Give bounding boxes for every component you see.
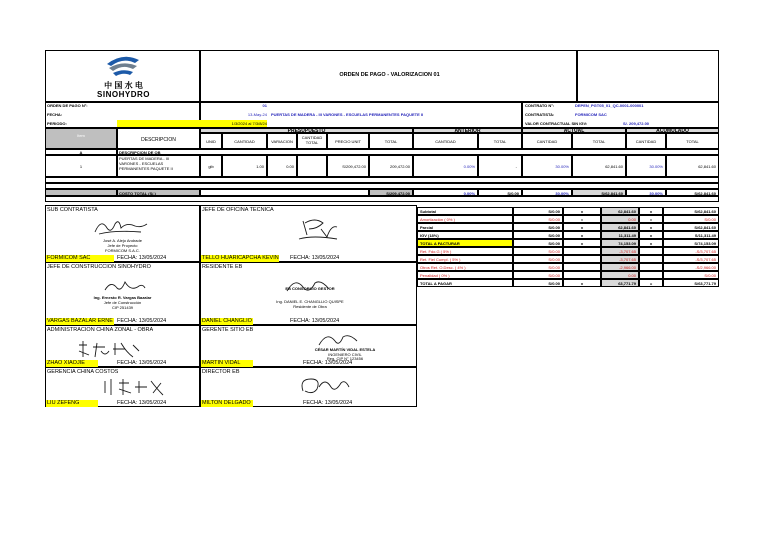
summary-cell-act: -3,707.65 [601,255,639,263]
summary-cell-x [563,247,601,255]
summary-cell-acu: S/74,153.09 [663,239,719,247]
sig3-name-2: Jefe de Construcción [103,300,142,305]
col-cantidad: CANTIDAD [222,133,267,149]
sig6-name-2: INGENIERO CIVIL [328,352,362,357]
summary-cell-acu: -S/3,707.65 [663,255,719,263]
sig3-name-3: CIP 251439 [111,305,134,310]
summary-cell-x2: x [639,223,663,231]
summary-cell-x: x [563,223,601,231]
fecha4: FECHA: 13/05/2024 [290,318,340,324]
valor-label: VALOR CONTRACTUAL SIN IGV: [525,121,588,126]
summary-cell-acu: S/63,771.79 [663,279,719,287]
contrato-label: CONTRATO N°: [525,103,555,108]
summary-row [417,255,719,263]
fecha8: FECHA: 13/05/2024 [303,400,353,406]
row-variacion: 0.00 [267,155,297,177]
row-precio-unit: S/209,472.00 [327,155,369,177]
summary-cell-x [563,263,601,271]
costo-total-row [45,189,719,196]
summary-cell-acu: -S/2,966.00 [663,263,719,271]
row-anterior-total: - [478,155,522,177]
signature-changlio-icon [281,275,335,299]
col-anterior-total: TOTAL [478,133,522,149]
row-acumulado-total: 62,841.60 [666,155,719,177]
costo-total-label: COSTO TOTAL (S/.) [117,189,200,196]
summary-cell-acu: S/0.00 [663,271,719,279]
col-total: TOTAL [369,133,413,149]
orden-label: ORDEN DE PAGO N°: [47,103,88,108]
summary-cell-ant: S/0.00 [513,263,563,271]
sig1-name-2: Jefe de Proyecto [107,243,138,248]
sig6-name-3: Reg. CIP N° 123456 [326,356,364,361]
signature-zhao-icon [75,339,145,361]
periodo-value: 1/3/2024 al 7/3/8/24 [117,120,267,127]
sig1-name-1: José A. Alejo Andrade [103,238,142,243]
summary-cell-x2 [639,255,663,263]
summary-row [417,263,719,271]
summary-cell-ant: S/0.00 [513,279,563,287]
signature-liu-icon [101,377,171,399]
row-item: 1 [45,155,117,177]
summary-cell-x: x [563,279,601,287]
summary-cell-x: x [563,215,601,223]
summary-cell-act: 0.00 [601,215,639,223]
col-unid: UNID [200,133,222,149]
summary-row [417,223,719,231]
costo-total-value: S/209,472.00 [369,189,413,196]
summary-cell-act: 62,841.60 [601,207,639,215]
summary-cell-act: 62,841.60 [601,223,639,231]
summary-cell-ant: S/0.00 [513,215,563,223]
logo-chinese-text: 中 国 水 电 [104,81,143,90]
row-description: PUERTAS DE MADERA - III VARONES - ESCUELAS PERMANENTES PAQUETE II [117,155,200,177]
signature-formicom-icon [91,216,151,238]
summary-cell-ant: S/0.00 [513,231,563,239]
gerencia-costos-label: GERENCIA CHINA COSTOS [47,369,119,375]
payment-order-sheet [45,50,719,407]
row-cantidad: 1.00 [222,155,267,177]
col-variacion: VARIACION [267,133,297,149]
col-cantidad-total: CANTIDAD TOTAL [297,133,327,149]
summary-table [417,205,719,295]
name4: DANIEL CHANGLIO [202,318,252,324]
signature-tello-icon [293,215,343,245]
row-actual-total: 62,841.60 [572,155,626,177]
summary-cell-x: x [563,207,601,215]
fecha5: FECHA: 13/05/2024 [117,360,167,366]
col-anterior-cantidad: CANTIDAD [413,133,478,149]
name8: MILTON DELGADO [201,400,253,407]
name3: VARGAS BAZALAR ERNE [47,318,113,324]
summary-cell-acu: S/62,841.60 [663,223,719,231]
summary-cell-x2 [639,263,663,271]
row-actual-cantidad: 30.00% [522,155,572,177]
summary-cell-x2: x [639,207,663,215]
residente-label: RESIDENTE EB [202,264,243,270]
summary-cell-act: 11,311.49 [601,231,639,239]
title-box [200,50,577,102]
summary-cell-ant: S/0.00 [513,239,563,247]
summary-cell-label: TOTAL A FACTURAR [417,239,513,247]
contratista-label: CONTRATISTA: [525,112,555,117]
admin-china-label: ADMINISTRACION CHINA ZONAL - OBRA [47,327,154,333]
name2: TELLO HUARICAPCHA KEVIN [202,255,279,261]
summary-cell-label: Penalidad ( 0% ) [417,271,513,279]
summary-cell-label: IGV (18%) [417,231,513,239]
gerente-sitio-label: GERENTE SITIO EB [202,327,254,333]
row-total: 209,472.00 [369,155,413,177]
summary-row [417,271,719,279]
row-acumulado-cantidad: 30.00% [626,155,666,177]
col-item: Item [77,133,85,138]
signature-grid [45,205,417,407]
costo-acumulado-cantidad: 30.00% [626,189,666,196]
costo-anterior-cantidad: 0.00% [413,189,478,196]
summary-cell-label: Amortización ( 0% ) [417,215,513,223]
col-acumulado-total: TOTAL [666,133,719,149]
group-presupuesto: PRESUPUESTO [200,128,413,133]
jefe-construccion-label: JEFE DE CONSTRUCCION SINOHYDRO [47,264,151,270]
summary-cell-x2 [639,271,663,279]
summary-cell-label: Ret. Fdo.G ( 5% ) [417,247,513,255]
orden-value: 01 [262,103,267,108]
summary-cell-ant: S/0.00 [513,207,563,215]
col-actual-total: TOTAL [572,133,626,149]
fecha1: FECHA: 13/05/2024 [117,255,167,261]
group-acumulado: ACUMULADO [626,128,719,133]
sig4-name-2: Residente de Obra [293,304,327,309]
logo-name-text: SINOHYDRO [97,90,150,99]
summary-row [417,239,719,247]
summary-cell-x2: x [639,231,663,239]
summary-cell-act: 63,771.79 [601,279,639,287]
costo-acumulado-total: S/62,841.60 [666,189,719,196]
name5: ZHAO XIAOJIE [46,360,98,367]
obra-description: PUERTAS DE MADERA - III VARONES - ESCUELAS PERMANENTES PAQUETE II [271,112,424,117]
summary-cell-label: Otros Ret. O.Desc. ( 4% ) [417,263,513,271]
fecha2: FECHA: 13/05/2024 [290,255,340,261]
group-actual: ACTUAL [522,128,626,133]
valor-value: S/. 209,472.00 [623,121,650,126]
table-row [45,155,719,177]
summary-cell-x [563,255,601,263]
summary-cell-acu: S/0.00 [663,215,719,223]
fecha6: FECHA: 13/05/2024 [303,360,353,366]
summary-cell-label: Ret. Fiel Cumpl. ( 5% ) [417,255,513,263]
summary-cell-label: Subtotal [417,207,513,215]
summary-cell-x [563,271,601,279]
summary-row [417,207,719,215]
summary-row [417,215,719,223]
logo-box [45,50,200,102]
col-precio-unit: PRECIO UNIT [327,133,369,149]
col-acumulado-cantidad: CANTIDAD [626,133,666,149]
firm1-name: FORMICOM SAC [46,255,114,262]
signature-delgado-icon [295,373,355,399]
sig4-name-1: Ing. DANIEL E. CHANGLLIO QUISPE [276,299,344,304]
jefe-oficina-label: JEFE DE OFICINA TECNICA [202,207,274,213]
costo-anterior-total: S/0.00 [478,189,522,196]
fecha-value: 13-May-24 [247,112,267,117]
summary-row [417,247,719,255]
row-anterior-cantidad: 0.00% [413,155,478,177]
summary-cell-acu: -S/3,707.65 [663,247,719,255]
group-anterior: ANTERIOR [413,128,522,133]
summary-cell-ant: S/0.00 [513,255,563,263]
name6: MARTIN VIDAL [201,360,253,367]
summary-cell-acu: S/62,841.60 [663,207,719,215]
row-unid: glb [200,155,222,177]
signature-vargas-icon [101,276,147,296]
sub-contratista-label: SUB CONTRATISTA [47,207,98,213]
section-description: DESCRIPCION DE OB [117,149,719,155]
header-right-box [577,50,719,102]
director-label: DIRECTOR EB [202,369,240,375]
meta-block [45,102,719,128]
contrato-value: DEPEN_PGT05_01_QC-0001-000001 [575,103,644,108]
col-descripcion: DESCRIPCION [141,137,176,143]
fecha7: FECHA: 13/05/2024 [117,400,167,406]
name7: LIU ZEFENG [46,400,98,407]
costo-actual-cantidad: 30.00% [522,189,572,196]
summary-cell-act: 0.00 [601,271,639,279]
page-title: ORDEN DE PAGO - VALORIZACION 01 [339,72,440,78]
spacer-row [45,196,719,202]
col-actual-cantidad: CANTIDAD [522,133,572,149]
summary-cell-x: x [563,231,601,239]
sig4-top: EB CONSORCIO GESTOR [285,286,335,291]
summary-cell-ant: S/0.00 [513,271,563,279]
periodo-label: PERIODO: [47,121,67,126]
summary-cell-acu: S/11,311.49 [663,231,719,239]
summary-row [417,279,719,287]
summary-cell-ant: S/0.00 [513,223,563,231]
fecha3: FECHA: 13/05/2024 [117,318,167,324]
summary-cell-act: -2,966.00 [601,263,639,271]
summary-row [417,231,719,239]
sig1-name-3: FORMICOM S.A.C. [105,248,140,253]
sig3-name-1: Ing. Ernesto R. Vargas Bazalar [93,295,152,300]
summary-cell-x: x [563,239,601,247]
summary-cell-label: TOTAL A PAGAR [417,279,513,287]
summary-cell-x2: x [639,215,663,223]
summary-cell-x2: x [639,239,663,247]
summary-cell-label: Parcial [417,223,513,231]
summary-cell-act: -3,707.65 [601,247,639,255]
summary-cell-x2 [639,247,663,255]
valorization-table [45,128,719,205]
sinohydro-logo-icon [93,54,153,80]
costo-actual-total: S/62,841.60 [572,189,626,196]
summary-cell-x2: = [639,279,663,287]
section-item: A [45,149,117,155]
fecha-label: FECHA: [47,112,63,117]
contratista-value: FORMICOM SAC [575,112,607,117]
summary-cell-act: 74,153.09 [601,239,639,247]
sig6-name-1: CÉSAR MARTÍN VIDAL ESTELA [314,347,376,352]
summary-cell-ant: S/0.00 [513,247,563,255]
